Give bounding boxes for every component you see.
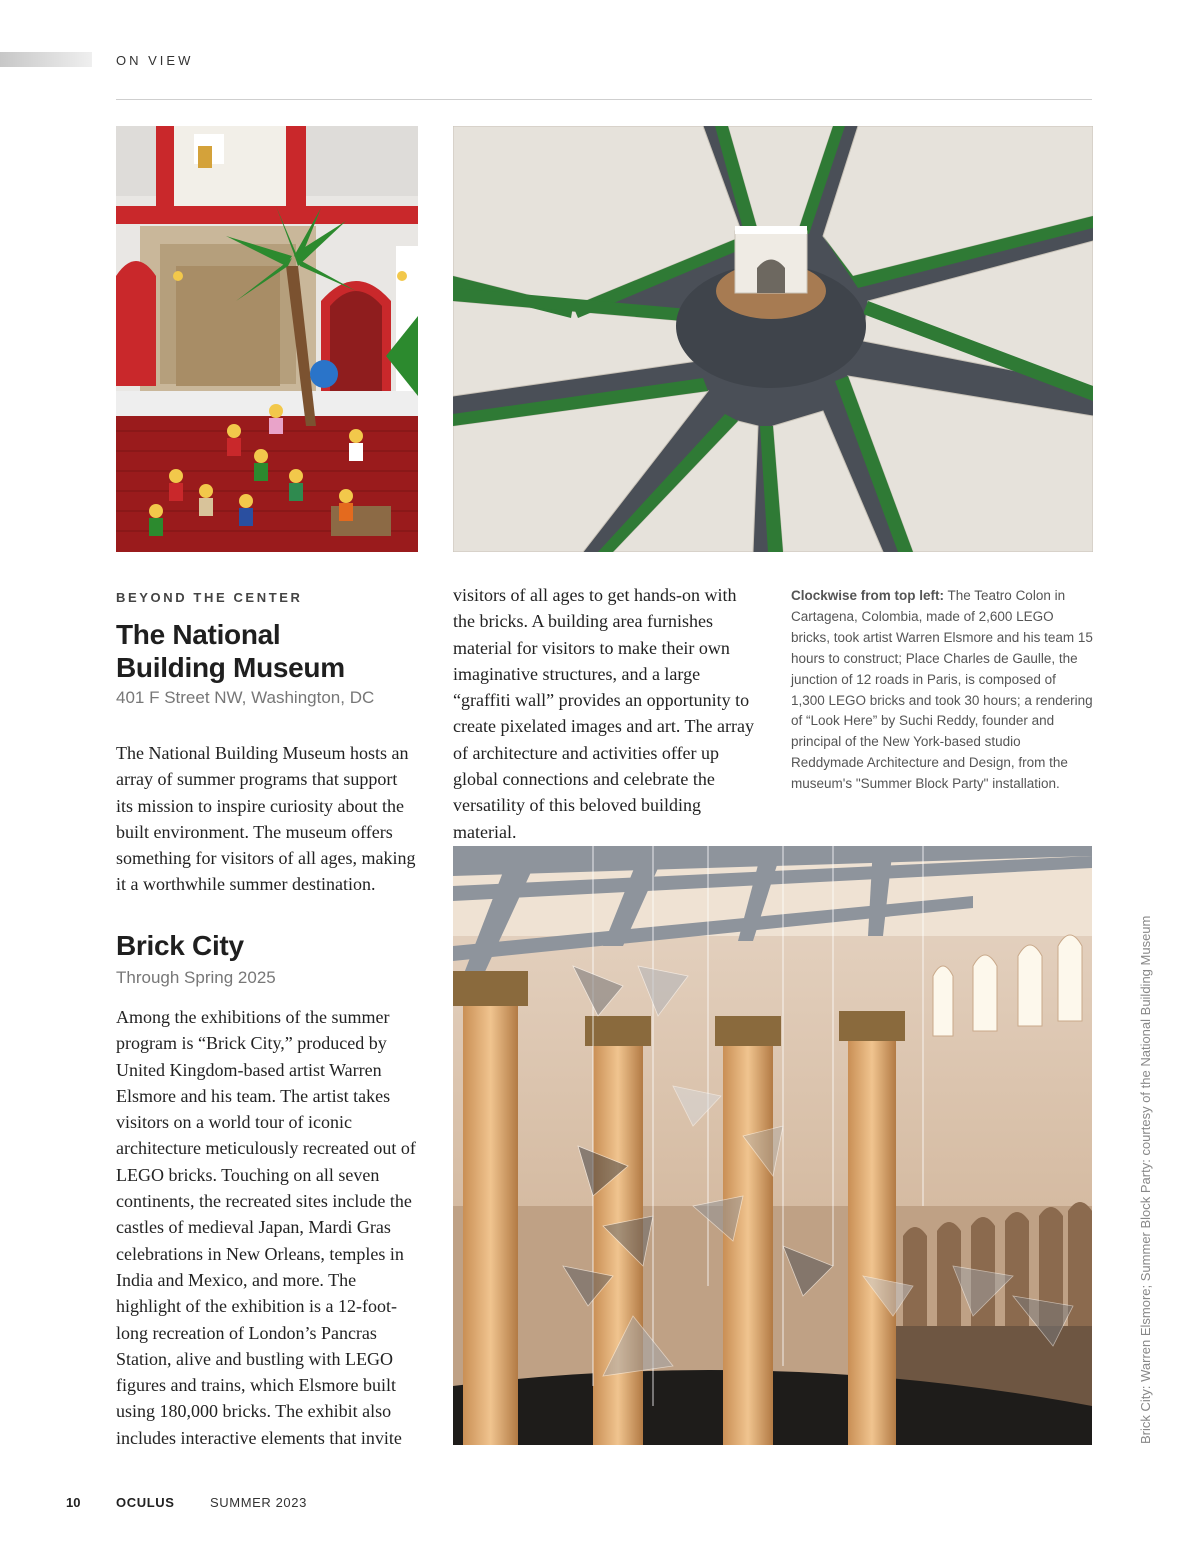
body-paragraph-part-1: Among the exhibitions of the summer program is “Brick City,” produced by United Kingdom-based artist Warren Elsmore and his team. The artist takes visitors on a world tour of iconic architecture meticulously recreated out of LEGO bricks. Touching on all seven continents, the recreated sites include the castles of medieval Japan, Mardi Gras celebrations in New Orleans, temples in India and Mexico, and more. The highlight of the exhibition is a 12-foot-long recreation of London’s Pancras Station, alive and bustling with LEGO figures and trains, which Elsmore built using 180,000 bricks. The exhibit also includes interactive elements that invite (116, 1007, 416, 1448)
photo-caption (791, 586, 1093, 795)
page-number: 10 (66, 1495, 81, 1510)
section-kicker: BEYOND THE CENTER (116, 590, 303, 605)
header-divider (116, 99, 1092, 100)
exhibition-dates: Through Spring 2025 (116, 968, 276, 987)
section-label: ON VIEW (116, 53, 194, 68)
venue-title-line-1: The National (116, 619, 281, 650)
photo-credit: Brick City: Warren Elsmore; Summer Block Party: courtesy of the National Building Museum (1138, 915, 1153, 1444)
photo-teatro-colon (116, 126, 418, 552)
exhibition-title: Brick City (116, 930, 244, 961)
intro-paragraph: The National Building Museum hosts an array of summer programs that support its mission to inspire curiosity about the built environment. The museum offers something for visitors of all ages, making it a worthwhile summer destination. (116, 743, 416, 895)
header-accent-bar (0, 52, 92, 67)
caption-lead: Clockwise from top left: (791, 588, 945, 603)
venue-address: 401 F Street NW, Washington, DC (116, 688, 375, 707)
venue-title (116, 618, 416, 684)
venue-title-line-2: Building Museum (116, 652, 345, 683)
caption-text: The Teatro Colon in Cartagena, Colombia, made of 2,600 LEGO bricks, took artist Warren Elsmore and his team 15 hours to construct; Place Charles de Gaulle, the junction of 12 roads in Paris, is composed of 1,300 LEGO bricks and took 30 hours; a rendering of “Look Here” by Suchi Reddy, founder and principal of the New York-based studio Reddymade Architecture and Design, from the museum's "Summer Block Party" installation. (791, 588, 1093, 792)
magazine-name: OCULUS (116, 1495, 175, 1510)
issue-date: SUMMER 2023 (210, 1495, 307, 1510)
photo-look-here-installation (453, 846, 1092, 1445)
photo-place-charles-de-gaulle (453, 126, 1093, 552)
body-paragraph-part-2: visitors of all ages to get hands-on with the bricks. A building area furnishes material for visitors to make their own imaginative structures, and a large “graffiti wall” provides an opportunity to create pixelated images and art. The array of architecture and activities offer up global connections and celebrate the versatility of this beloved building material. (453, 585, 755, 842)
